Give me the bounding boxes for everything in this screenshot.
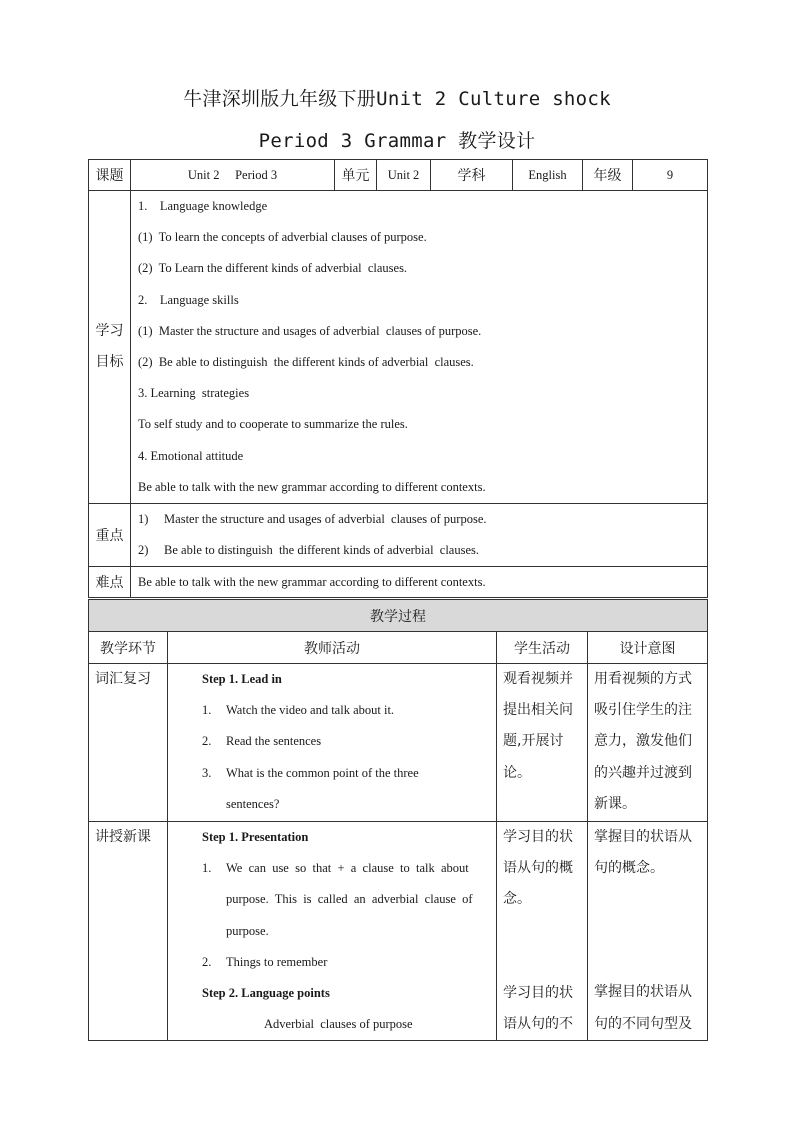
objective-line: 2. Language skills xyxy=(138,292,239,307)
list-item-continuation: sentences? xyxy=(226,796,280,811)
unit-label: 单元 xyxy=(335,160,377,191)
document-title-line2: Period 3 Grammar 教学设计 xyxy=(258,130,536,152)
objectives-label-line1: 学习 xyxy=(95,323,124,340)
grade-label: 年级 xyxy=(583,160,633,191)
lesson-info-table xyxy=(88,159,708,598)
stage1-teacher-activity xyxy=(168,664,497,822)
list-item-continuation: purpose. xyxy=(226,923,269,938)
grade-value: 9 xyxy=(633,160,708,191)
topic-label: 课题 xyxy=(89,160,131,191)
subject-label: 学科 xyxy=(431,160,513,191)
step-title: Step 1. Lead in xyxy=(202,672,282,686)
column-header-stage: 教学环节 xyxy=(89,632,168,664)
subheading: Adverbial clauses of purpose xyxy=(264,1017,413,1032)
objective-line: (2) Be able to distinguish the different kinds of adverbial clauses. xyxy=(138,355,474,370)
difficulties-label: 难点 xyxy=(89,567,131,598)
objective-line: Be able to talk with the new grammar according to different contexts. xyxy=(138,479,486,494)
topic-value: Unit 2 Period 3 xyxy=(131,160,335,191)
column-header-intent: 设计意图 xyxy=(588,632,708,664)
objective-line: 3. Learning strategies xyxy=(138,386,250,401)
step-title: Step 1. Presentation xyxy=(202,830,309,844)
unit-value: Unit 2 xyxy=(377,160,431,191)
stage1-student-activity: 观看视频并 提出相关问 题,开展讨论。 xyxy=(497,664,588,822)
teaching-process-table xyxy=(88,599,708,1041)
key-point-line: 1) Master the structure and usages of adverbial clauses of purpose. xyxy=(138,512,487,527)
column-header-teacher: 教师活动 xyxy=(168,632,497,664)
stage2-student-activity: 学习目的状 语从句的概 念。 学习目的状 语从句的不 xyxy=(497,822,588,1041)
objective-line: 4. Emotional attitude xyxy=(138,448,244,463)
objective-line: (1) Master the structure and usages of adverbial clauses of purpose. xyxy=(138,323,482,338)
list-item-continuation: purpose. This is called an adverbial clause of xyxy=(226,892,473,907)
stage2-design-intent: 掌握目的状语从 句的概念。 掌握目的状语从 句的不同句型及 xyxy=(588,822,708,1041)
difficulties-content: Be able to talk with the new grammar according to different contexts. xyxy=(131,567,708,598)
stage-new-lesson: 讲授新课 xyxy=(89,822,168,1041)
key-points-label: 重点 xyxy=(89,504,131,567)
objectives-label xyxy=(89,191,131,504)
list-item: 1. Watch the video and talk about it. xyxy=(202,703,395,718)
objective-line: (2) To Learn the different kinds of adverbial clauses. xyxy=(138,261,408,276)
stage1-design-intent: 用看视频的方式 吸引住学生的注 意力，激发他们 的兴趣并过渡到 新课。 xyxy=(588,664,708,822)
key-point-line: 2) Be able to distinguish the different kinds of adverbial clauses. xyxy=(138,543,480,558)
stage-vocab-review: 词汇复习 xyxy=(89,664,168,822)
objectives-label-line2: 目标 xyxy=(95,354,124,371)
list-item: 3. What is the common point of the three xyxy=(202,765,419,780)
objective-line: (1) To learn the concepts of adverbial clauses of purpose. xyxy=(138,230,427,245)
document-title-line1: 牛津深圳版九年级下册Unit 2 Culture shock xyxy=(183,88,611,110)
list-item: 1. We can use so that + a clause to talk about xyxy=(202,861,469,876)
key-points-content xyxy=(131,504,708,567)
step-title: Step 2. Language points xyxy=(202,986,330,1001)
process-heading: 教学过程 xyxy=(89,600,708,632)
stage2-teacher-activity xyxy=(168,822,497,1041)
subject-value: English xyxy=(513,160,583,191)
objective-line: 1. Language knowledge xyxy=(138,199,268,213)
list-item: 2. Things to remember xyxy=(202,954,328,969)
objectives-content xyxy=(131,191,708,504)
list-item: 2. Read the sentences xyxy=(202,734,322,749)
objective-line: To self study and to cooperate to summarize the rules. xyxy=(138,417,408,432)
column-header-student: 学生活动 xyxy=(497,632,588,664)
